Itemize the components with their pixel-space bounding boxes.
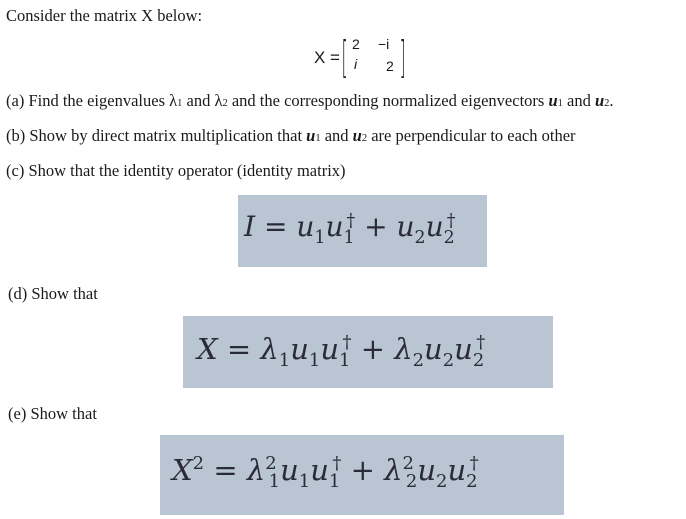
matrix-x bbox=[314, 32, 424, 83]
part-b-text: (b) Show by direct matrix multiplication that u1 and u2 are perpendicular to each other bbox=[6, 126, 576, 145]
formula-box-e bbox=[160, 435, 564, 515]
left-bracket: [ bbox=[341, 32, 348, 83]
part-c-text: (c) Show that the identity operator (identity matrix) bbox=[6, 161, 346, 180]
matrix-cell-12: −i bbox=[378, 36, 390, 52]
formula-box-c bbox=[238, 195, 487, 267]
formula-x-decomposition: $X = \lambda_1u_1u_1^\dagger + \lambda_2u_2u_2^\dagger$ bbox=[197, 332, 486, 371]
matrix-cell-11: 2 bbox=[352, 36, 360, 52]
part-a-text: (a) Find the eigenvalues λ1 and λ2 and the corresponding normalized eigenvectors u1 and u2. bbox=[6, 91, 614, 110]
intro-text: Consider the matrix X below: bbox=[6, 6, 203, 25]
part-e-text: (e) Show that bbox=[8, 404, 97, 423]
matrix-cell-21: i bbox=[354, 56, 358, 72]
matrix-label: X = bbox=[314, 48, 340, 67]
part-d-text: (d) Show that bbox=[8, 284, 98, 303]
formula-identity: $I = u_1u_1^\dagger + u_2u_2^\dagger$ bbox=[244, 210, 456, 248]
formula-box-d bbox=[183, 316, 553, 388]
formula-x-squared-decomposition: $X^2 = \lambda^2_1u_1u_1^\dagger + \lambda^2_2u_2u_2^\dagger$ bbox=[172, 453, 479, 492]
right-bracket: ] bbox=[399, 32, 406, 83]
matrix-cell-22: 2 bbox=[386, 58, 394, 74]
